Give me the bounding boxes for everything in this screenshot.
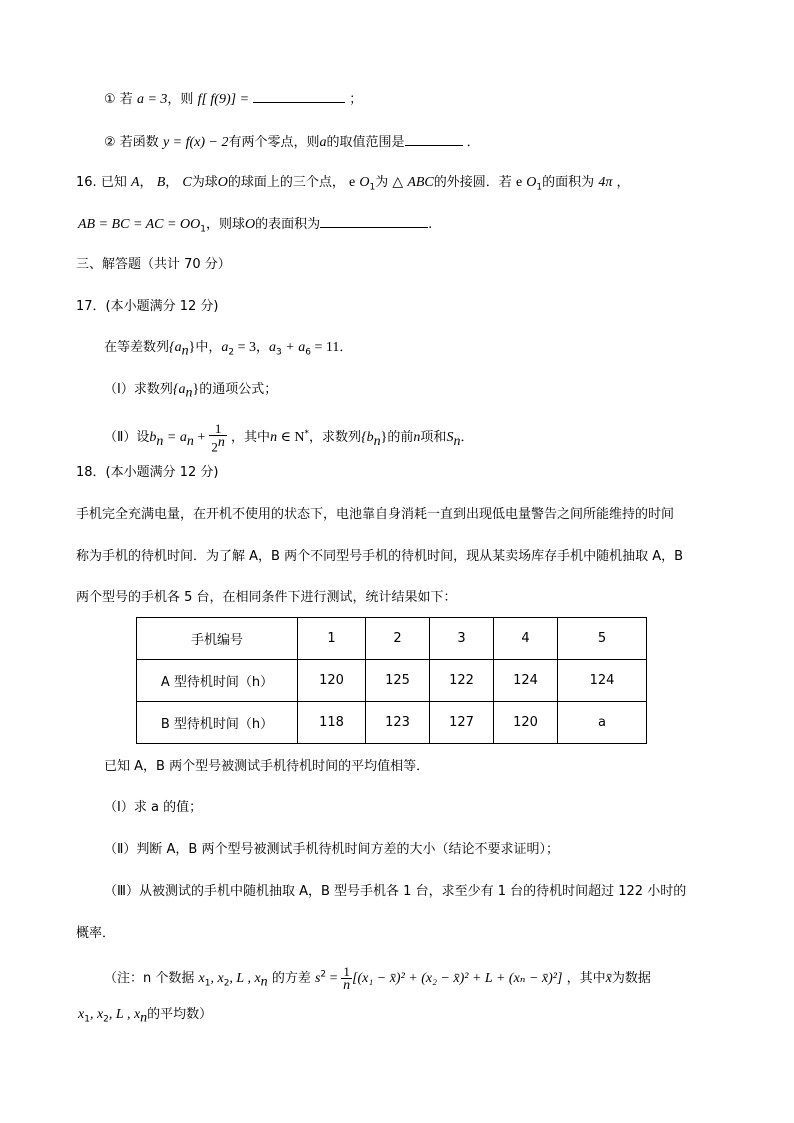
q16-line1: 16. 已知 A， B， C为球O的球面上的三个点， e $O_1$为 △ ABC的外接圆．若 e $O_1$的面积为 4π ，	[76, 175, 630, 193]
q18-part3: （Ⅲ）从被测试的手机中随机抽取 A，B 型号手机各 1 台，求至少有 1 台的待机时间超过 122 小时的	[104, 884, 687, 899]
q18-para-3: 两个型号的手机各 5 台，在相同条件下进行测试，统计结果如下：	[76, 590, 457, 605]
q18-note-line2: $x_1$, $x_2$, L , $x_n$的平均数）	[78, 1007, 213, 1026]
q18-part1: （Ⅰ）求 a 的值；	[104, 800, 203, 815]
q15-part1: ① 若 a = 3，则 f[ f(9)] = ；	[104, 88, 362, 109]
section-heading: 三、解答题（共计 70 分）	[76, 257, 231, 272]
fraction: $\frac{1}{2^n}$	[211, 421, 225, 455]
table-row: A 型待机时间（h） 120 125 122 124 124	[137, 660, 647, 702]
circle-number-2: ②	[104, 135, 116, 150]
q17-heading: 17．(本小题满分 12 分)	[76, 299, 219, 314]
q17-part2: （Ⅱ）设$b_n = a_n$ + $\frac{1}{2^n}$ ，其中n ∈ N*，求数列$\{b_n\}$的前n项和$S_n$．	[104, 421, 474, 455]
fraction: $\frac{1}{n}$	[343, 964, 351, 993]
q18-note-line1: （注：n 个数据 $x_1$, $x_2$, L , $x_n$ 的方差 $s^2$ = $\frac{1}{n}$ [(x₁ − x̄)² + (x₂ − x̄)² + L + (xₙ − x̄)²] ，其中x̄为数据	[104, 964, 651, 993]
standby-time-table	[136, 617, 647, 744]
q18-part3-cont: 概率．	[76, 926, 116, 941]
q18-known: 已知 A，B 两个型号被测试手机待机时间的平均值相等．	[104, 759, 430, 774]
answer-blank	[253, 88, 345, 103]
q15-part2: ② 若函数 y = f(x) − 2有两个零点，则a的取值范围是 ．	[104, 131, 480, 152]
q16-line2: AB = BC = AC = $OO_1$，则球O的表面积为 .	[78, 213, 432, 239]
q18-para-2: 称为手机的待机时间．为了解 A，B 两个不同型号手机的待机时间，现从某卖场库存手机中随机抽取 A，B	[76, 549, 684, 564]
q17-line1: 在等差数列$\{a_n\}$中，$a_2 = 3$，$a_3 + a_6 = 11$．	[104, 340, 353, 359]
q18-part2: （Ⅱ）判断 A，B 两个型号被测试手机待机时间方差的大小（结论不要求证明）；	[104, 842, 559, 857]
q17-part1: （Ⅰ）求数列$\{a_n\}$的通项公式；	[104, 382, 278, 401]
answer-blank	[405, 131, 463, 146]
q18-para-1: 手机完全充满电量，在开机不使用的状态下，电池靠自身消耗一直到出现低电量警告之间所能维持的时间	[76, 507, 675, 522]
circle-number-1: ①	[104, 92, 116, 107]
answer-blank	[320, 213, 428, 228]
table-row: B 型待机时间（h） 118 123 127 120 a	[137, 702, 647, 744]
table-header-row: 手机编号 1 2 3 4 5	[137, 618, 647, 660]
q18-heading: 18．(本小题满分 12 分)	[76, 465, 219, 480]
